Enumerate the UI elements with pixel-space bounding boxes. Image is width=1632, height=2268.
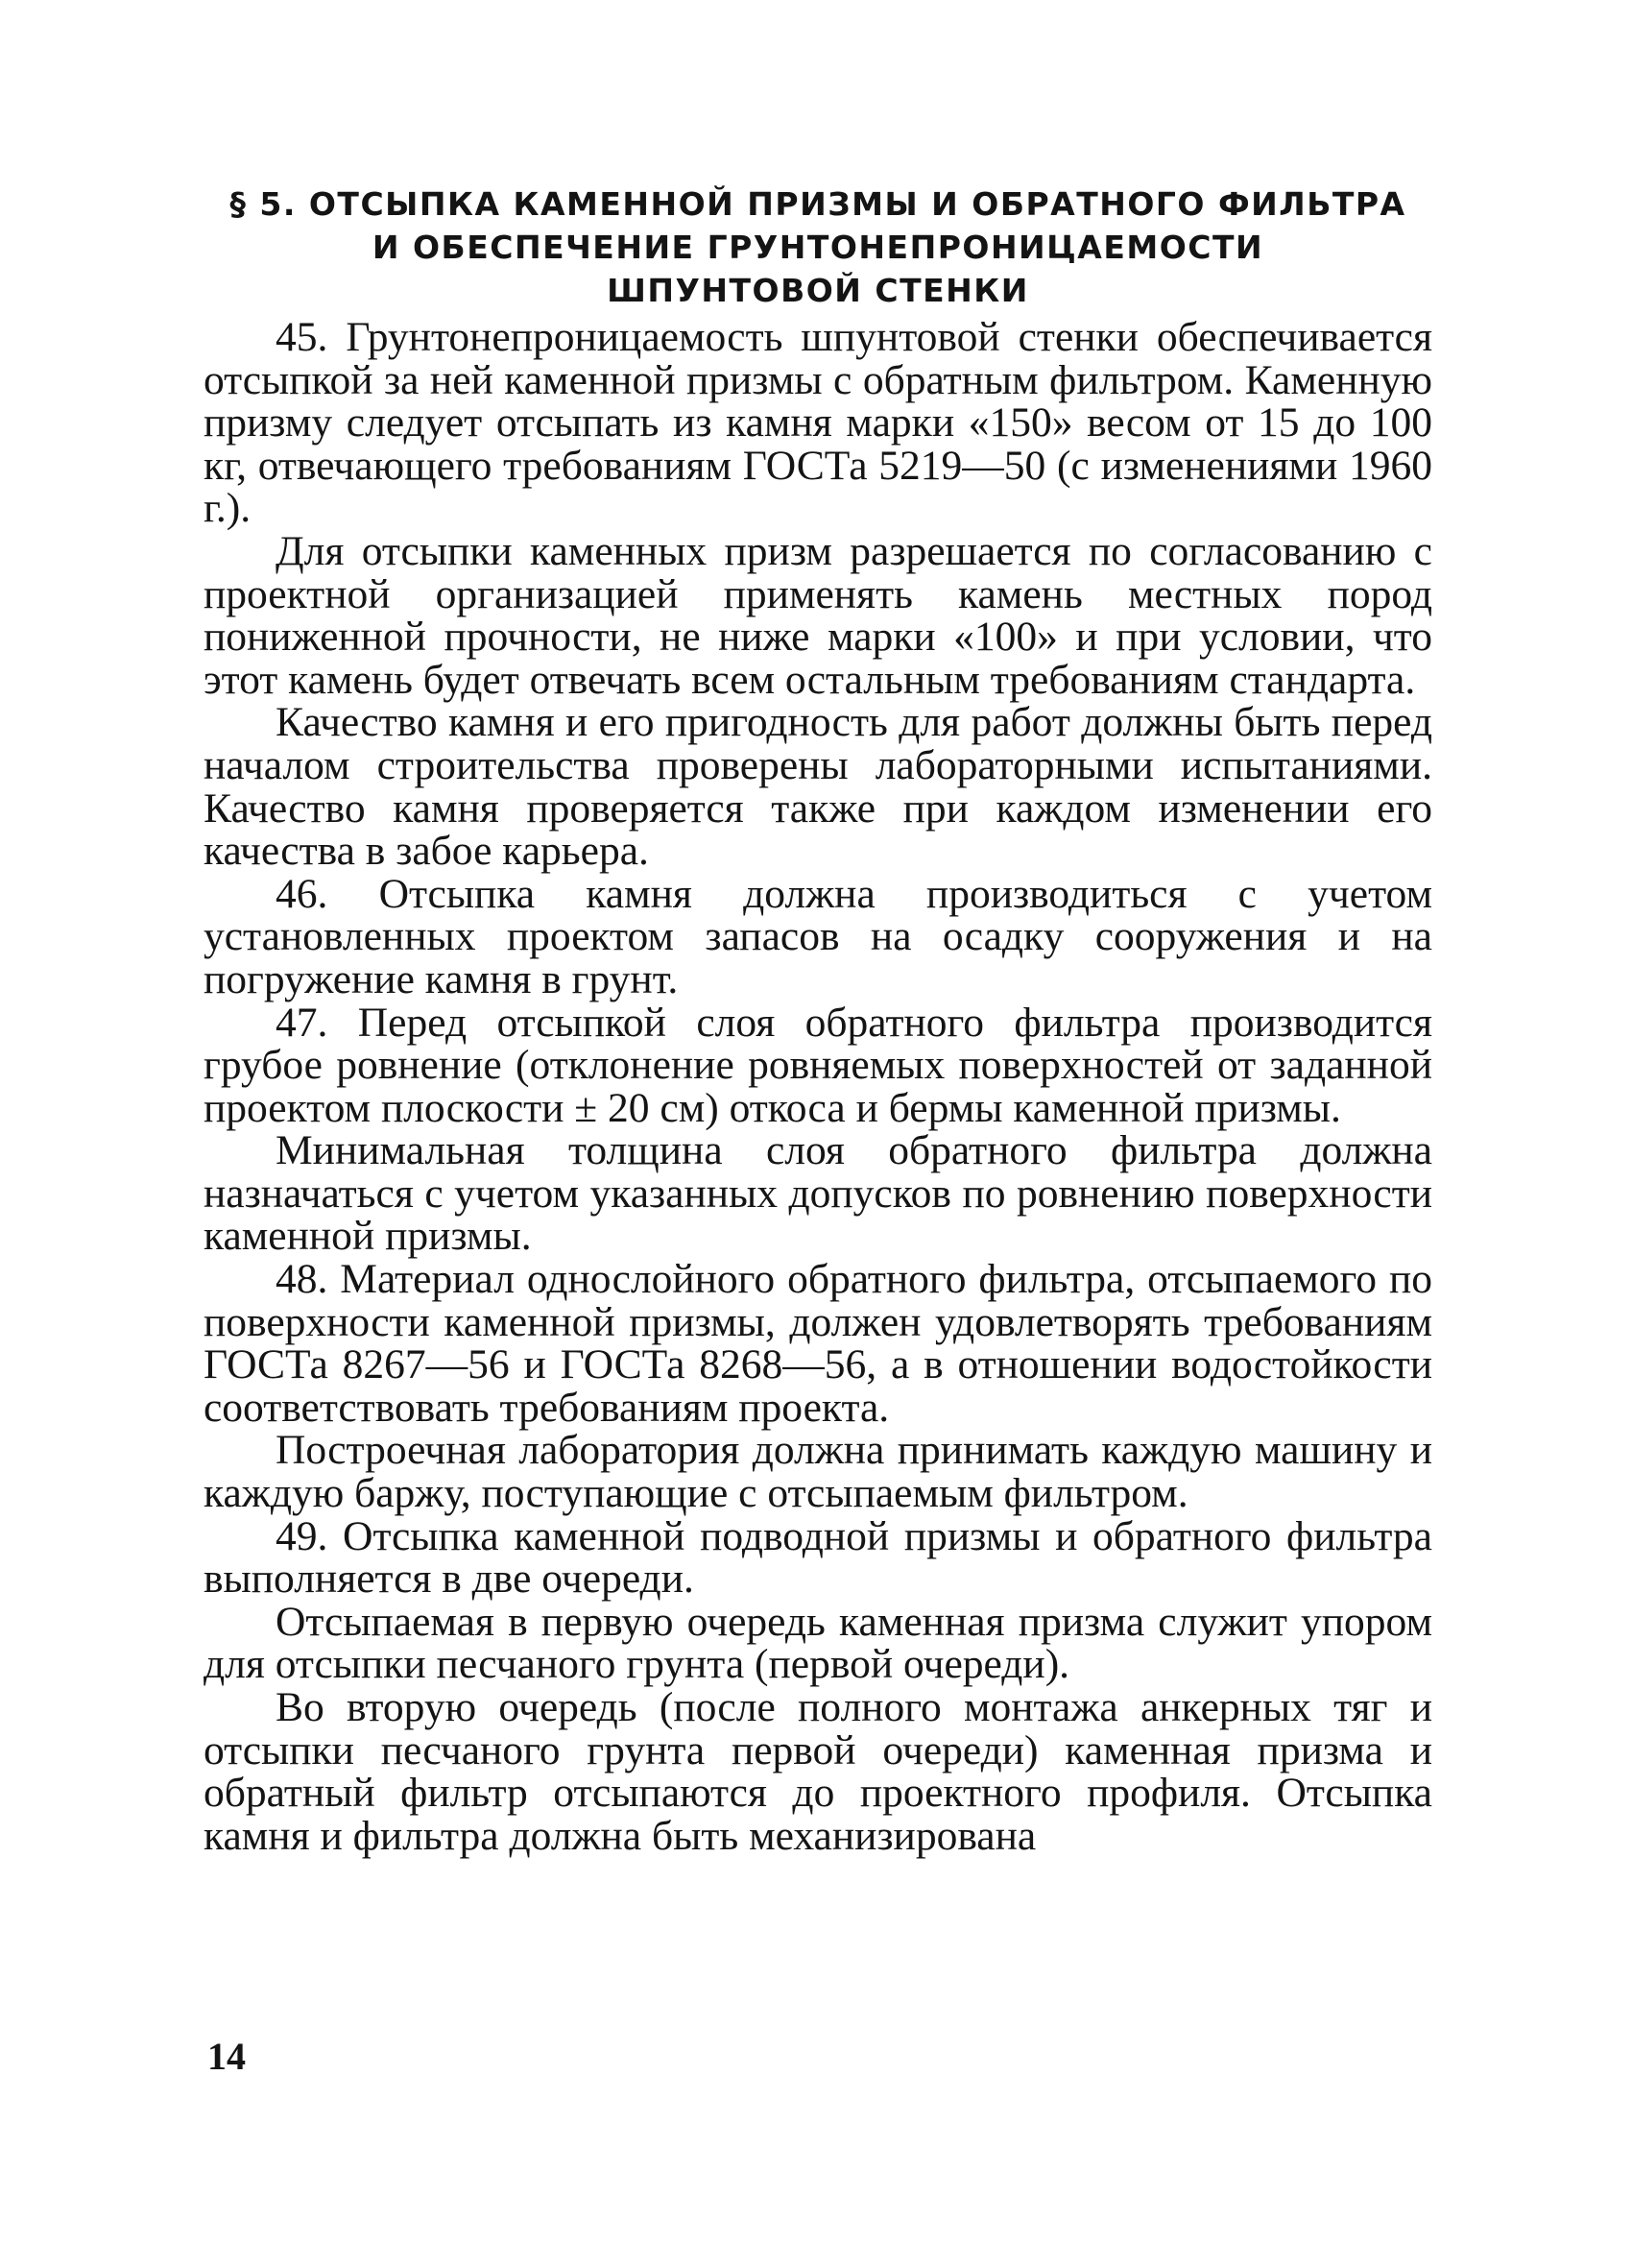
paragraph-47: 47. Перед отсыпкой слоя обратного фильтра производится грубое ровнение (отклонение ровняемых поверхностей от заданной проектом плоскости ± 20 см) откоса и бермы каменной призмы. [204, 999, 1432, 1131]
section-heading-line-3: ШПУНТОВОЙ СТЕНКИ [607, 272, 1029, 309]
paragraph-local-stone: Для отсыпки каменных призм разрешается по согласованию с проектной организацией применять камень местных пород пониженной прочности, не ниже марки «100» и при условии, что этот камень будет отвечать всем остальным требованиям стандарта. [204, 527, 1432, 703]
document-page [204, 182, 1432, 1857]
section-heading [204, 182, 1432, 312]
paragraph-first-stage: Отсыпаемая в первую очередь каменная призма служит упором для отсыпки песчаного грунта (первой очереди). [204, 1598, 1432, 1688]
paragraph-stone-quality: Качество камня и его пригодность для работ должны быть перед началом строительства проверены лабораторными испытаниями. Качество камня проверяется также при каждом изменении его качества в забое карьера. [204, 699, 1432, 875]
paragraph-min-thickness: Минимальная толщина слоя обратного фильтра должна назначаться с учетом указанных допусков по ровнению поверхности каменной призмы. [204, 1127, 1432, 1260]
paragraph-45: 45. Грунтонепроницаемость шпунтовой стенки обеспечивается отсыпкой за ней каменной призмы с обратным фильтром. Каменную призму следует отсыпать из камня марки «150» весом от 15 до 100 кг, отвечающего требованиям ГОСТа 5219—50 (с изменениями 1960 г.). [204, 314, 1432, 532]
paragraph-48: 48. Материал однослойного обратного фильтра, отсыпаемого по поверхности каменной призмы, должен удовлетворять требованиям ГОСТа 8267—56 и ГОСТа 8268—56, а в отношении водостойкости соответствовать требованиям проекта. [204, 1256, 1432, 1431]
paragraph-lab: Построечная лаборатория должна принимать каждую машину и каждую баржу, поступающие с отсыпаемым фильтром. [204, 1427, 1432, 1517]
section-heading-line-1: § 5. ОТСЫПКА КАМЕННОЙ ПРИЗМЫ И ОБРАТНОГО ФИЛЬТРА [229, 185, 1406, 223]
page-number: 14 [207, 2035, 246, 2078]
paragraph-second-stage: Во вторую очередь (после полного монтажа анкерных тяг и отсыпки песчаного грунта первой очереди) каменная призма и обратный фильтр отсыпаются до проектного профиля. Отсыпка камня и фильтра должна быть механизирована [204, 1684, 1432, 1859]
paragraph-46: 46. Отсыпка камня должна производиться с учетом установленных проектом запасов на осадку сооружения и на погружение камня в грунт. [204, 870, 1432, 1002]
body-text [204, 316, 1432, 1857]
section-heading-line-2: И ОБЕСПЕЧЕНИЕ ГРУНТОНЕПРОНИЦАЕМОСТИ [372, 229, 1264, 266]
paragraph-49: 49. Отсыпка каменной подводной призмы и обратного фильтра выполняется в две очереди. [204, 1512, 1432, 1603]
